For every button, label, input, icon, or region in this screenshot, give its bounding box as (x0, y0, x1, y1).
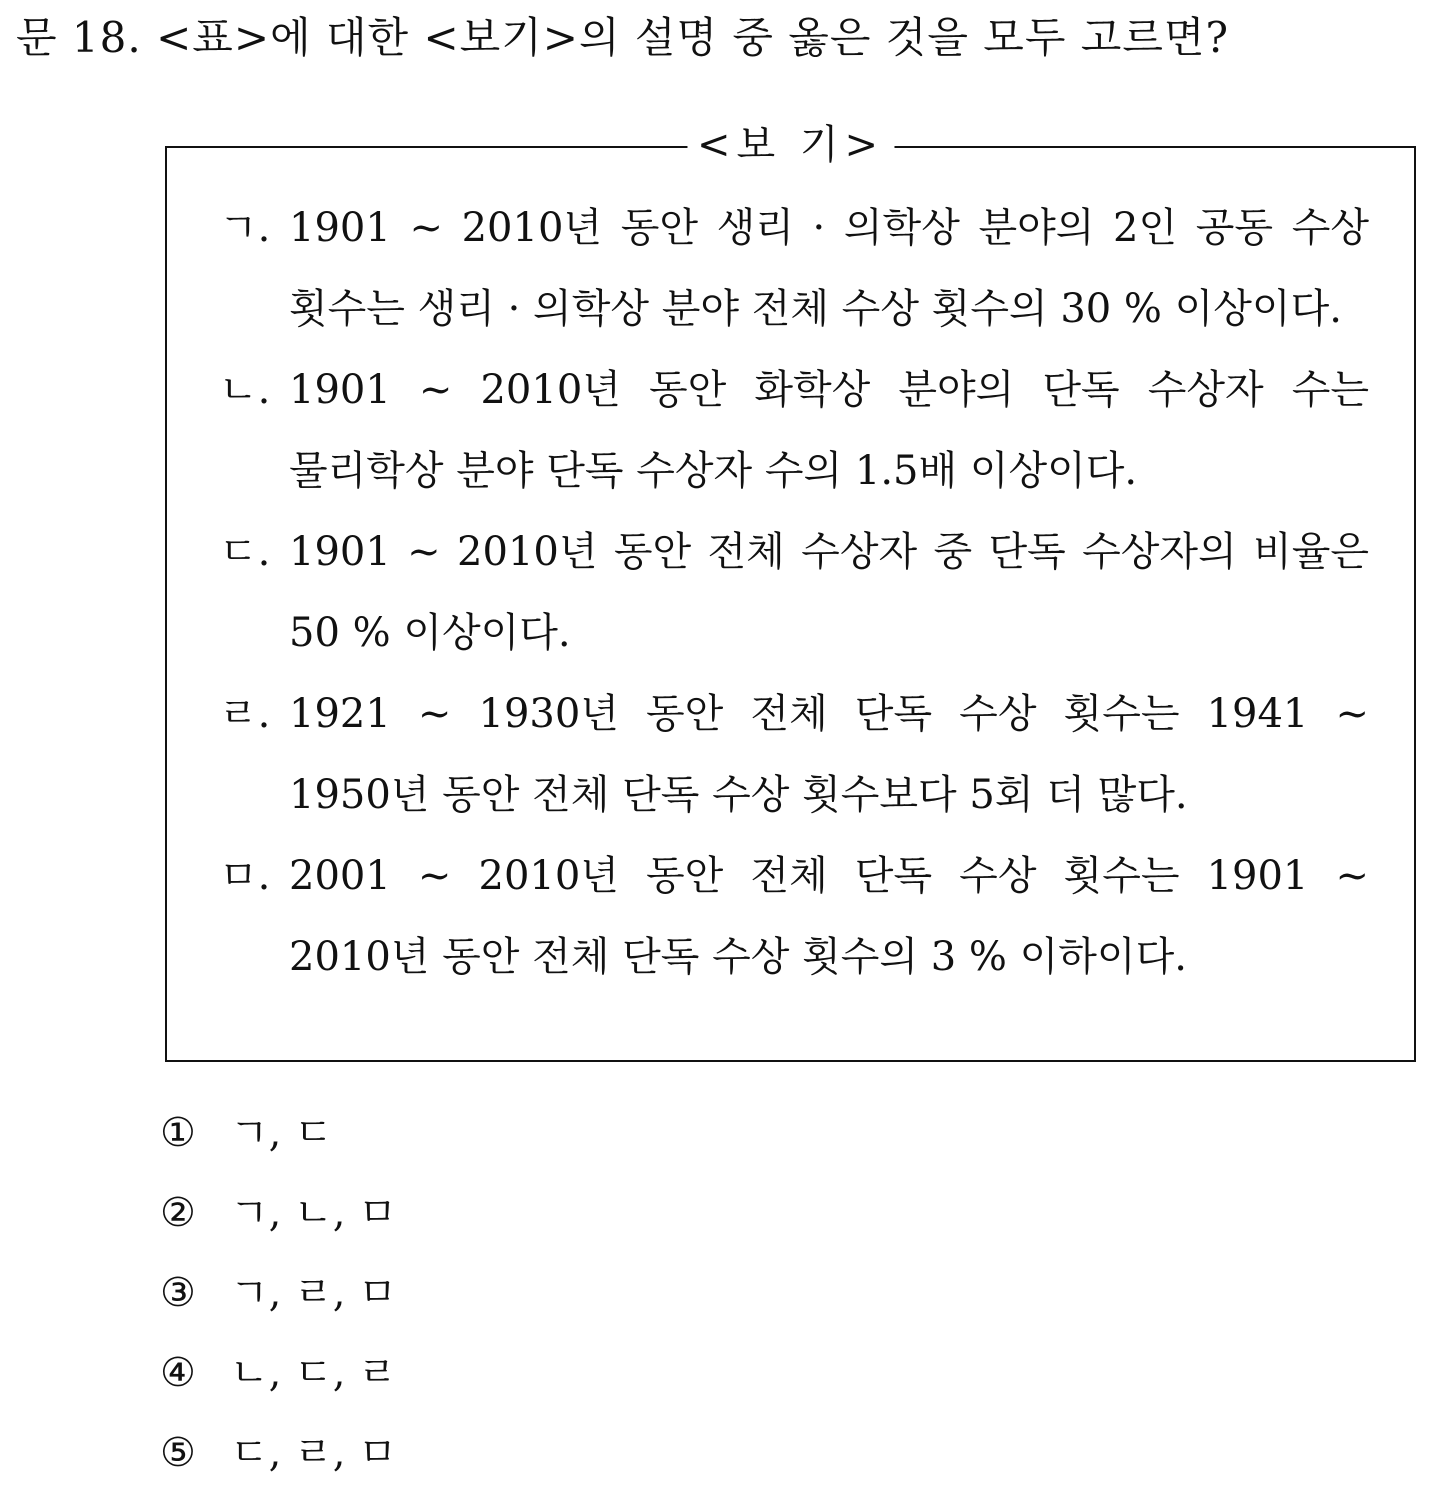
bogi-item-text: 1901 ~ 2010년 동안 화학상 분야의 단독 수상자 수는 물리학상 분야 단독 수상자 수의 1.5배 이상이다. (289, 367, 1369, 494)
choice-text: ㄱ, ㄷ (230, 1110, 333, 1156)
choice-number: ③ (160, 1270, 196, 1316)
bogi-item-mark: ㄹ. (219, 691, 271, 737)
choice-text: ㄱ, ㄴ, ㅁ (230, 1190, 397, 1236)
answer-choice-1[interactable] (160, 1093, 397, 1173)
answer-choice-4[interactable] (160, 1333, 397, 1413)
bogi-item-mark: ㄷ. (219, 529, 271, 575)
bogi-item-rieul (219, 674, 1369, 836)
answer-choices (160, 1093, 397, 1493)
choice-text: ㄷ, ㄹ, ㅁ (230, 1430, 397, 1476)
answer-choice-5[interactable] (160, 1413, 397, 1493)
bogi-item-list (219, 188, 1369, 998)
answer-choice-2[interactable] (160, 1173, 397, 1253)
bogi-item-digeut (219, 512, 1369, 674)
bogi-item-mieum (219, 836, 1369, 998)
choice-text: ㄱ, ㄹ, ㅁ (230, 1270, 397, 1316)
bogi-item-text: 1901 ~ 2010년 동안 전체 수상자 중 단독 수상자의 비율은 50 % 이상이다. (289, 529, 1369, 656)
choice-number: ② (160, 1190, 196, 1236)
bogi-item-mark: ㅁ. (219, 853, 271, 899)
bogi-item-text: 1901 ~ 2010년 동안 생리 · 의학상 분야의 2인 공동 수상 횟수는 생리 · 의학상 분야 전체 수상 횟수의 30 % 이상이다. (289, 205, 1369, 332)
choice-number: ④ (160, 1350, 196, 1396)
bogi-item-mark: ㄱ. (219, 205, 271, 251)
bogi-item-mark: ㄴ. (219, 367, 271, 413)
choice-text: ㄴ, ㄷ, ㄹ (230, 1350, 397, 1396)
bogi-item-text: 2001 ~ 2010년 동안 전체 단독 수상 횟수는 1901 ~ 2010년 동안 전체 단독 수상 횟수의 3 % 이하이다. (289, 853, 1369, 980)
bogi-item-nieun (219, 350, 1369, 512)
bogi-item-text: 1921 ~ 1930년 동안 전체 단독 수상 횟수는 1941 ~ 1950년 동안 전체 단독 수상 횟수보다 5회 더 많다. (289, 691, 1369, 818)
bogi-item-giyeok (219, 188, 1369, 350)
question-text: 문 18. <표>에 대한 <보기>의 설명 중 옳은 것을 모두 고르면? (16, 13, 1230, 62)
bogi-box (165, 122, 1416, 1062)
choice-number: ① (160, 1110, 196, 1156)
bogi-title: <보 기> (687, 118, 894, 172)
choice-number: ⑤ (160, 1430, 196, 1476)
answer-choice-3[interactable] (160, 1253, 397, 1333)
